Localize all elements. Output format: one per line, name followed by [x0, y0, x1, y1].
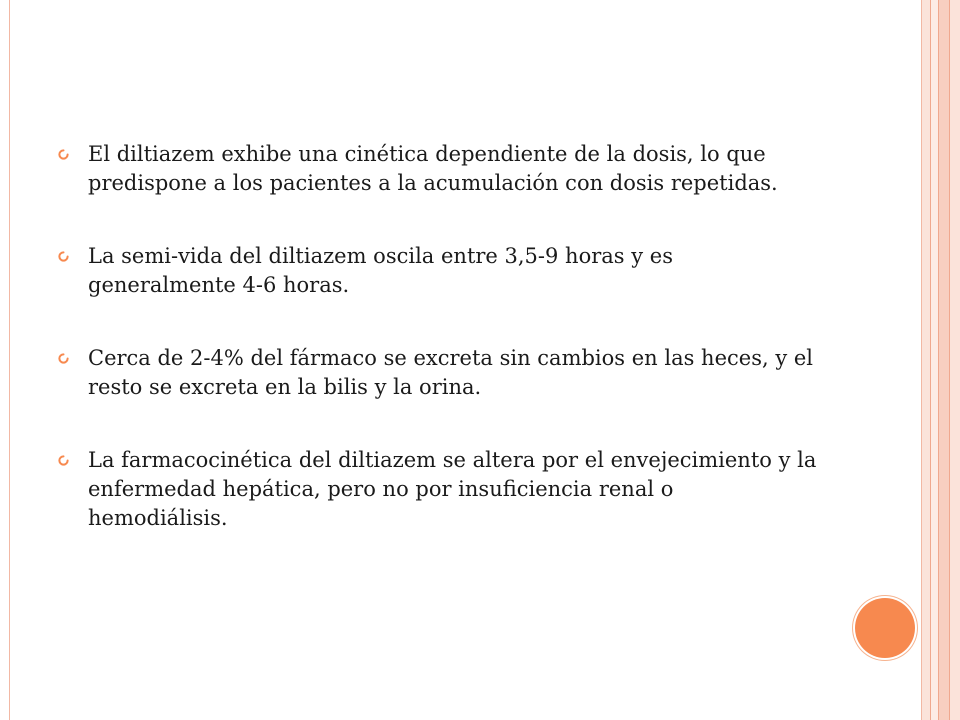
bullet-ring-icon [58, 353, 69, 364]
side-stripe [931, 0, 938, 720]
side-stripe [950, 0, 960, 720]
bullet-item [58, 140, 818, 198]
bullet-text: La farmacocinética del diltiazem se altera por el envejecimiento y la enfermedad hepática, pero no por insuficiencia renal o hemodiálisis. [88, 448, 817, 530]
bullet-ring-icon [58, 251, 69, 262]
bullet-list [58, 140, 818, 577]
bullet-item [58, 344, 818, 402]
bullet-ring-icon [58, 149, 69, 160]
bullet-text: La semi-vida del diltiazem oscila entre 3,5-9 horas y es generalmente 4-6 horas. [88, 244, 673, 297]
bullet-text: El diltiazem exhibe una cinética dependiente de la dosis, lo que predispone a los pacientes a la acumulación con dosis repetidas. [88, 142, 778, 195]
bullet-item [58, 242, 818, 300]
bullet-ring-icon [58, 455, 69, 466]
side-stripe [922, 0, 930, 720]
bullet-text: Cerca de 2-4% del fármaco se excreta sin cambios en las heces, y el resto se excreta en la bilis y la orina. [88, 346, 814, 399]
bullet-item [58, 446, 818, 533]
accent-circle-icon [855, 598, 915, 658]
side-stripe [939, 0, 949, 720]
